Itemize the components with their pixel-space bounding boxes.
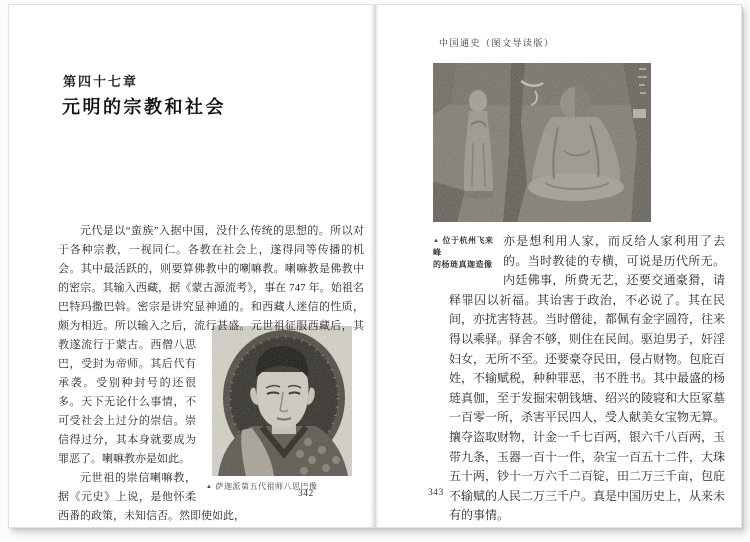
book-spread (8, 4, 742, 528)
right-page-body (433, 232, 725, 526)
paragraph-2: 元世祖的崇信喇嘛教，据《元史》上说，是他怀柔西番的政策，未知信否。然即使如此， (58, 472, 245, 522)
paragraph-1-part-1: 元代是以“蛮族”入据中国，没什么传统的思想的。所以对于各种宗教，一视同仁。各教在社会上，遂得同等传播的机会。其中最活跃的，则要算佛教中的喇嘛教。喇嘛教是佛教中的密宗。其输入西藏，据《蒙古源流考》，事在 747 年。始祖名巴特玛撒巴斡。密宗是讲究显神通的。和西藏人迷信的性质，颇为相近。所以输入之后，流行甚盛。元世 (58, 225, 364, 332)
phagpa-portrait-image (212, 326, 352, 476)
right-figure-caption-line1: 位于杭州飞来峰 (433, 236, 494, 257)
right-page-number: 343 (428, 488, 444, 498)
feilaifeng-photo-figure (433, 63, 651, 222)
feilaifeng-photo-image (433, 63, 651, 222)
left-page-number: 342 (298, 489, 314, 499)
left-figure-caption-text: 萨迦派第五代祖师八思巴像 (215, 482, 318, 491)
left-page-body (58, 222, 364, 526)
right-page (375, 5, 741, 527)
left-figure-caption (206, 481, 364, 493)
running-header: 中国通史（图文导读版） (439, 38, 555, 48)
caption-marker-icon: ▲ (433, 238, 440, 244)
right-figure-caption (433, 235, 499, 271)
paragraph-1 (58, 222, 365, 491)
right-figure-caption-line2: 的杨琏真迦造像 (433, 260, 493, 269)
right-paragraph: 亦是想利用人家，而反给人家利用了去的。当时教徒的专横，可说是历代所无。内廷佛事，所费无艺，还要交通豪猾，请释罪囚以祈福。其诒害于政治，不必说了。其在民间，亦扰害特甚。当时僧徒，都佩有金字圆符，往来得以乘驿。驿舍不够，则住在民间。驱迫男子，奸淫妇女，无所不至。还要豪夺民田，侵占财物。包庇百姓，不输赋税，种种罪恶，书不胜书。其中最盛的杨琏真伽，至于发掘宋朝钱塘、绍兴的陵寝和大臣冢墓一百零一所，杀害平民四人，受人献美女宝物无算。攘夺盗取财物，计金一千七百两，银六千八百两，玉带九条，玉器一百十一件，杂宝一百五十二件，大珠五十两，钞十一万六千二百锭，田二万三千亩，包庇不输赋的人民二万三千户。真是中国历史上，从来未有的事情。 (449, 234, 726, 523)
phagpa-figure (202, 326, 364, 493)
chapter-title: 元明的宗教和社会 (62, 97, 226, 117)
chapter-number: 第四十七章 (63, 74, 139, 89)
paragraph-1-part-2: 祖征服西藏后，其教遂流行于蒙古。西僧八思巴，受封为帝师。其后代有承袭。受别种封号的还很多。天下无论什么事情，不可受社会上过分的崇信。崇信得过分，其本身就要成为罪恶了。喇嘛教亦是如此。 (58, 320, 365, 465)
left-page (9, 5, 370, 527)
caption-marker-icon: ▲ (206, 484, 213, 490)
